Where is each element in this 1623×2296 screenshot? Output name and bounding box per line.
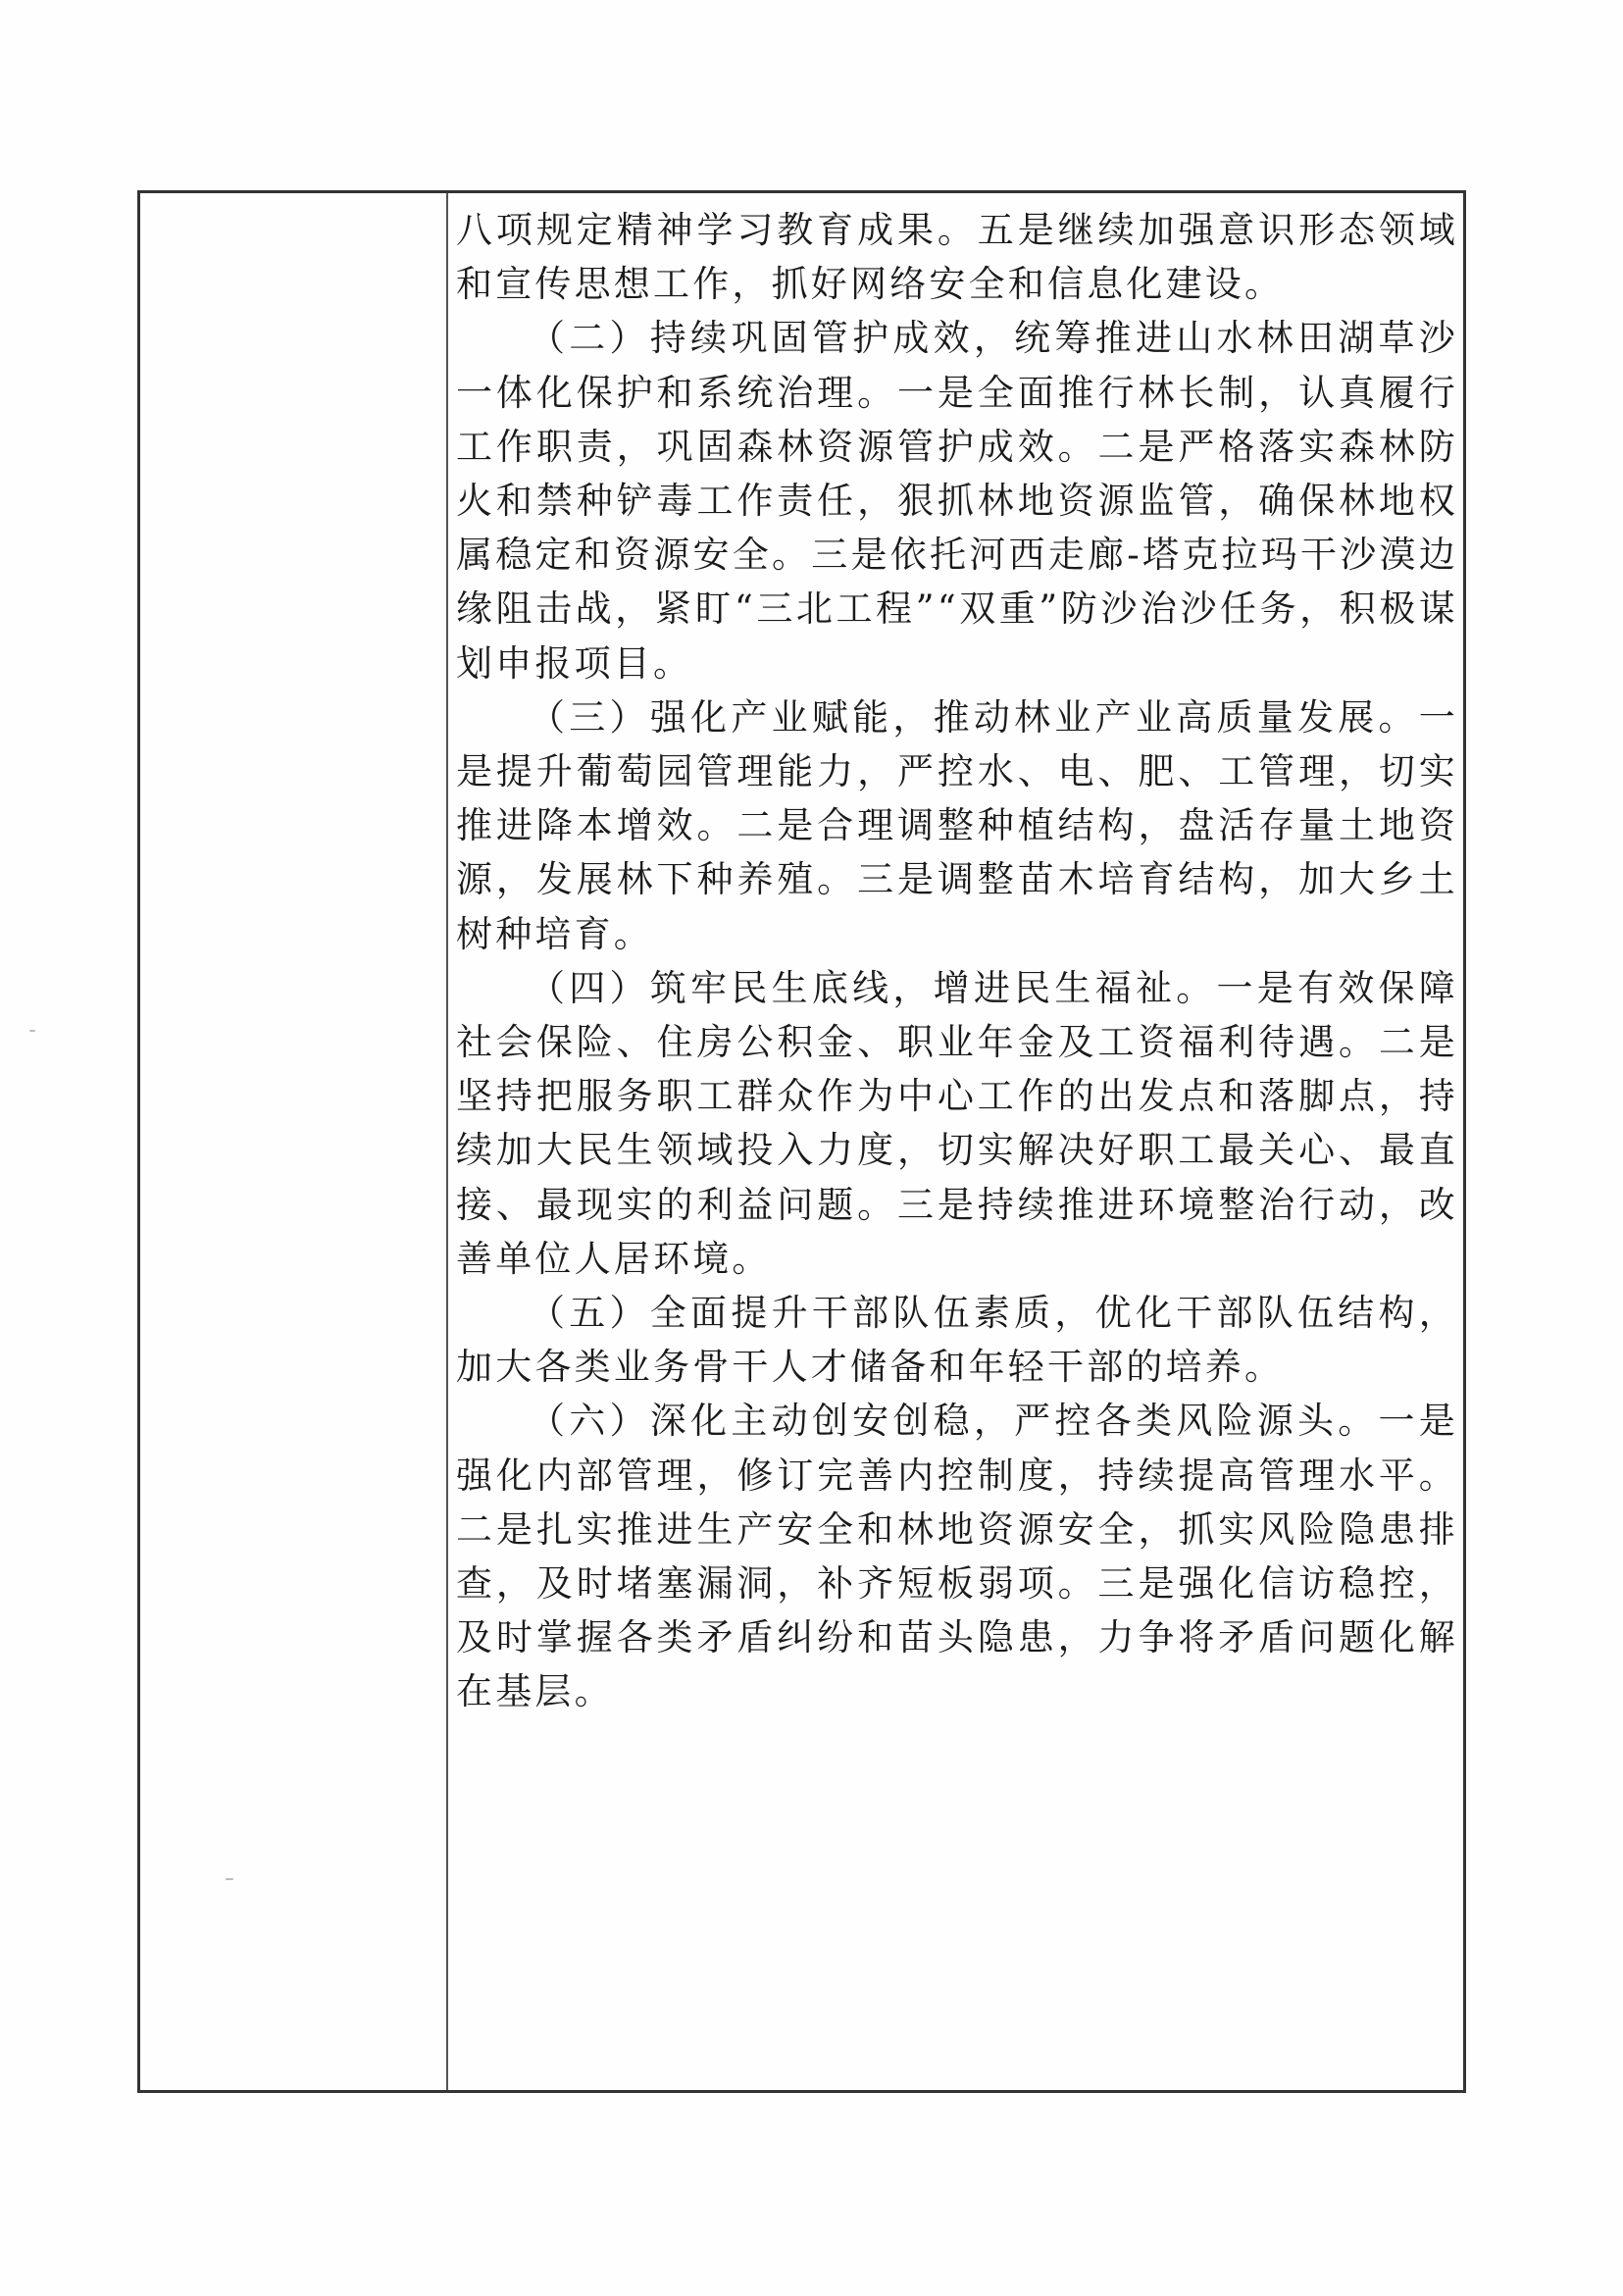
paragraph-section-4: （四）筑牢民生底线，增进民生福祉。一是有效保障社会保险、住房公积金、职业年金及工资福利待遇。二是坚持把服务职工群众作为中心工作的出发点和落脚点，持续加大民生领域投入力度，切实解决好职工最关心、最直接、最现实的利益问题。三是持续推进环境整治行动，改善单位人居环境。 <box>456 966 1458 1280</box>
paragraph-section-3: （三）强化产业赋能，推动林业产业高质量发展。一是提升葡萄园管理能力，严控水、电、肥、工管理，切实推进降本增效。二是合理调整种植结构，盘活存量土地资源，发展林下种养殖。三是调整苗木培育结构，加大乡土树种培育。 <box>456 695 1458 955</box>
scan-speck <box>226 1878 233 1880</box>
scan-speck <box>29 1030 35 1032</box>
form-table <box>137 190 1466 2093</box>
paragraph-section-6: （六）深化主动创安创稳，严控各类风险源头。一是强化内部管理，修订完善内控制度，持续提高管理水平。二是扎实推进生产安全和林地资源安全，抓实风险隐患排查，及时堵塞漏洞，补齐短板弱项。三是强化信访稳控，及时掌握各类矛盾纠纷和苗头隐患，力争将矛盾问题化解在基层。 <box>456 1400 1458 1713</box>
label-cell <box>140 193 448 2090</box>
paragraph-section-5: （五）全面提升干部队伍素质，优化干部队伍结构，加大各类业务骨干人才储备和年轻干部的培养。 <box>456 1292 1458 1389</box>
content-cell <box>448 193 1463 2090</box>
paragraph-continuation: 八项规定精神学习教育成果。五是继续加强意识形态领域和宣传思想工作，抓好网络安全和信息化建设。 <box>456 209 1458 306</box>
body-text <box>456 203 1458 1719</box>
paragraph-section-2: （二）持续巩固管护成效，统筹推进山水林田湖草沙一体化保护和系统治理。一是全面推行林长制，认真履行工作职责，巩固森林资源管护成效。二是严格落实森林防火和禁种铲毒工作责任，狠抓林地资源监管，确保林地权属稳定和资源安全。三是依托河西走廊-塔克拉玛干沙漠边缘阻击战，紧盯“三北工程”“双重”防沙治沙任务，积极谋划申报项目。 <box>456 317 1458 685</box>
